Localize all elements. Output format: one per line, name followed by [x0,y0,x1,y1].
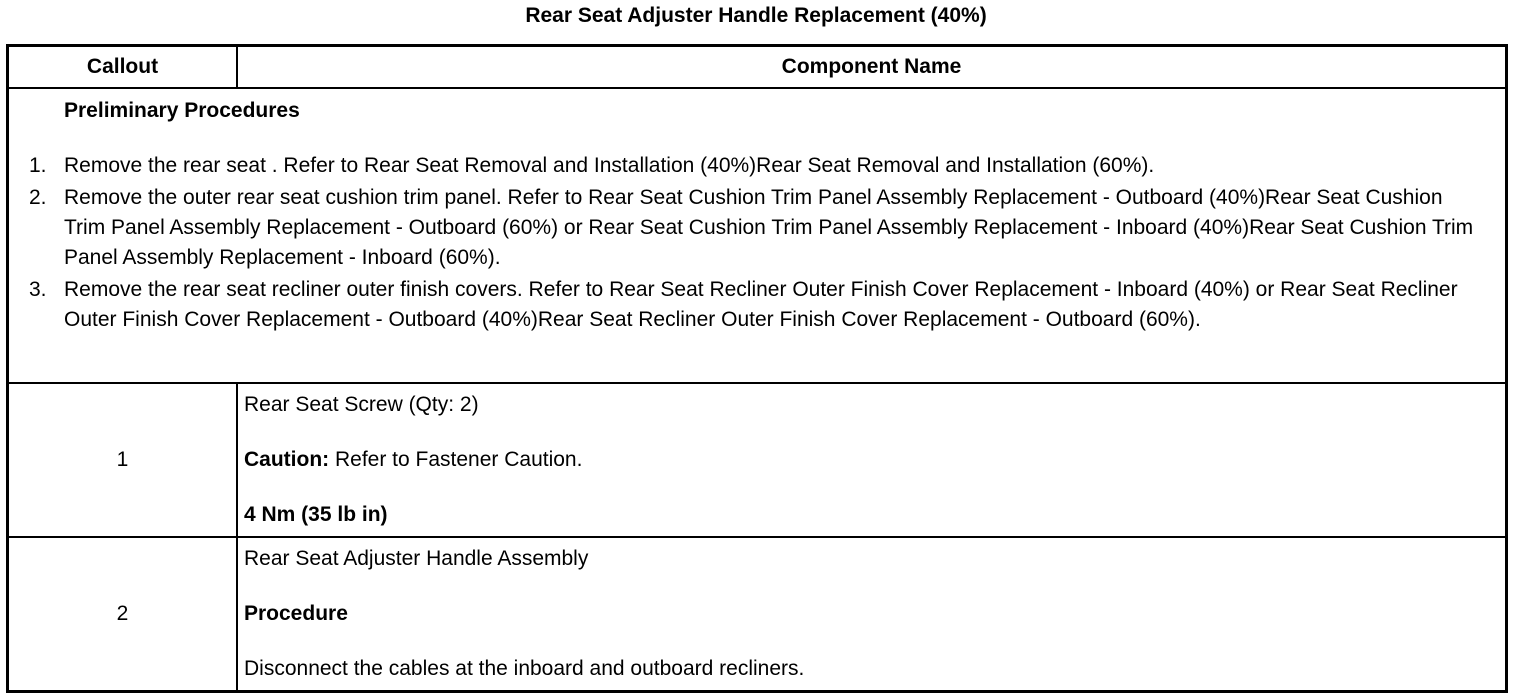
step-number: 2. [29,186,47,209]
procedure-heading: Procedure [244,602,348,625]
step-number: 3. [29,278,47,301]
component-name-column-header: Component Name [237,46,1507,89]
step-text: Remove the rear seat recliner outer finish covers. Refer to Rear Seat Recliner Outer Finish Cover Replacement - Inboard (40%) or Rear Seat Recliner Outer Finish Cover Replacement - Outboard (40%)Rear Seat Recliner Outer Finish Cover Replacement - Outboard (60%). [64,278,1458,331]
component-cell [237,537,1507,692]
procedure-text: Disconnect the cables at the inboard and outboard recliners. [244,657,805,680]
component-name: Rear Seat Adjuster Handle Assembly [244,547,589,570]
component-cell [237,383,1507,537]
procedure-table [6,44,1508,693]
preliminary-procedures-heading: Preliminary Procedures [64,99,300,122]
preliminary-procedures-row [8,88,1507,383]
caution-text: Refer to Fastener Caution. [329,448,583,471]
component-name: Rear Seat Screw (Qty: 2) [244,393,479,416]
step-text: Remove the rear seat . Refer to Rear Seat Removal and Installation (40%)Rear Seat Removal and Installation (60%). [64,154,1155,177]
list-item [29,183,1485,273]
step-text: Remove the outer rear seat cushion trim panel. Refer to Rear Seat Cushion Trim Panel Assembly Replacement - Outboard (40%)Rear Seat Cushion Trim Panel Assembly Replacement - Outboard (60%) or Rear Seat Cushion Trim Panel Assembly Replacement - Inboard (40%)Rear Seat Cushion Trim Panel Assembly Replacement - Inboard (60%). [64,186,1474,269]
torque-spec: 4 Nm (35 lb in) [244,503,388,526]
list-item [29,151,1485,181]
preliminary-procedures-cell [8,88,1507,383]
callout-number: 2 [8,537,238,692]
table-row [8,383,1507,537]
table-header-row [8,46,1507,89]
table-row [8,537,1507,692]
document-title: Rear Seat Adjuster Handle Replacement (40%) [525,4,987,27]
list-item [29,275,1485,335]
step-number: 1. [29,154,47,177]
callout-column-header: Callout [8,46,238,89]
caution-note [244,446,1499,474]
preliminary-steps-list [29,151,1485,335]
caution-label: Caution: [244,448,330,471]
callout-number: 1 [8,383,238,537]
